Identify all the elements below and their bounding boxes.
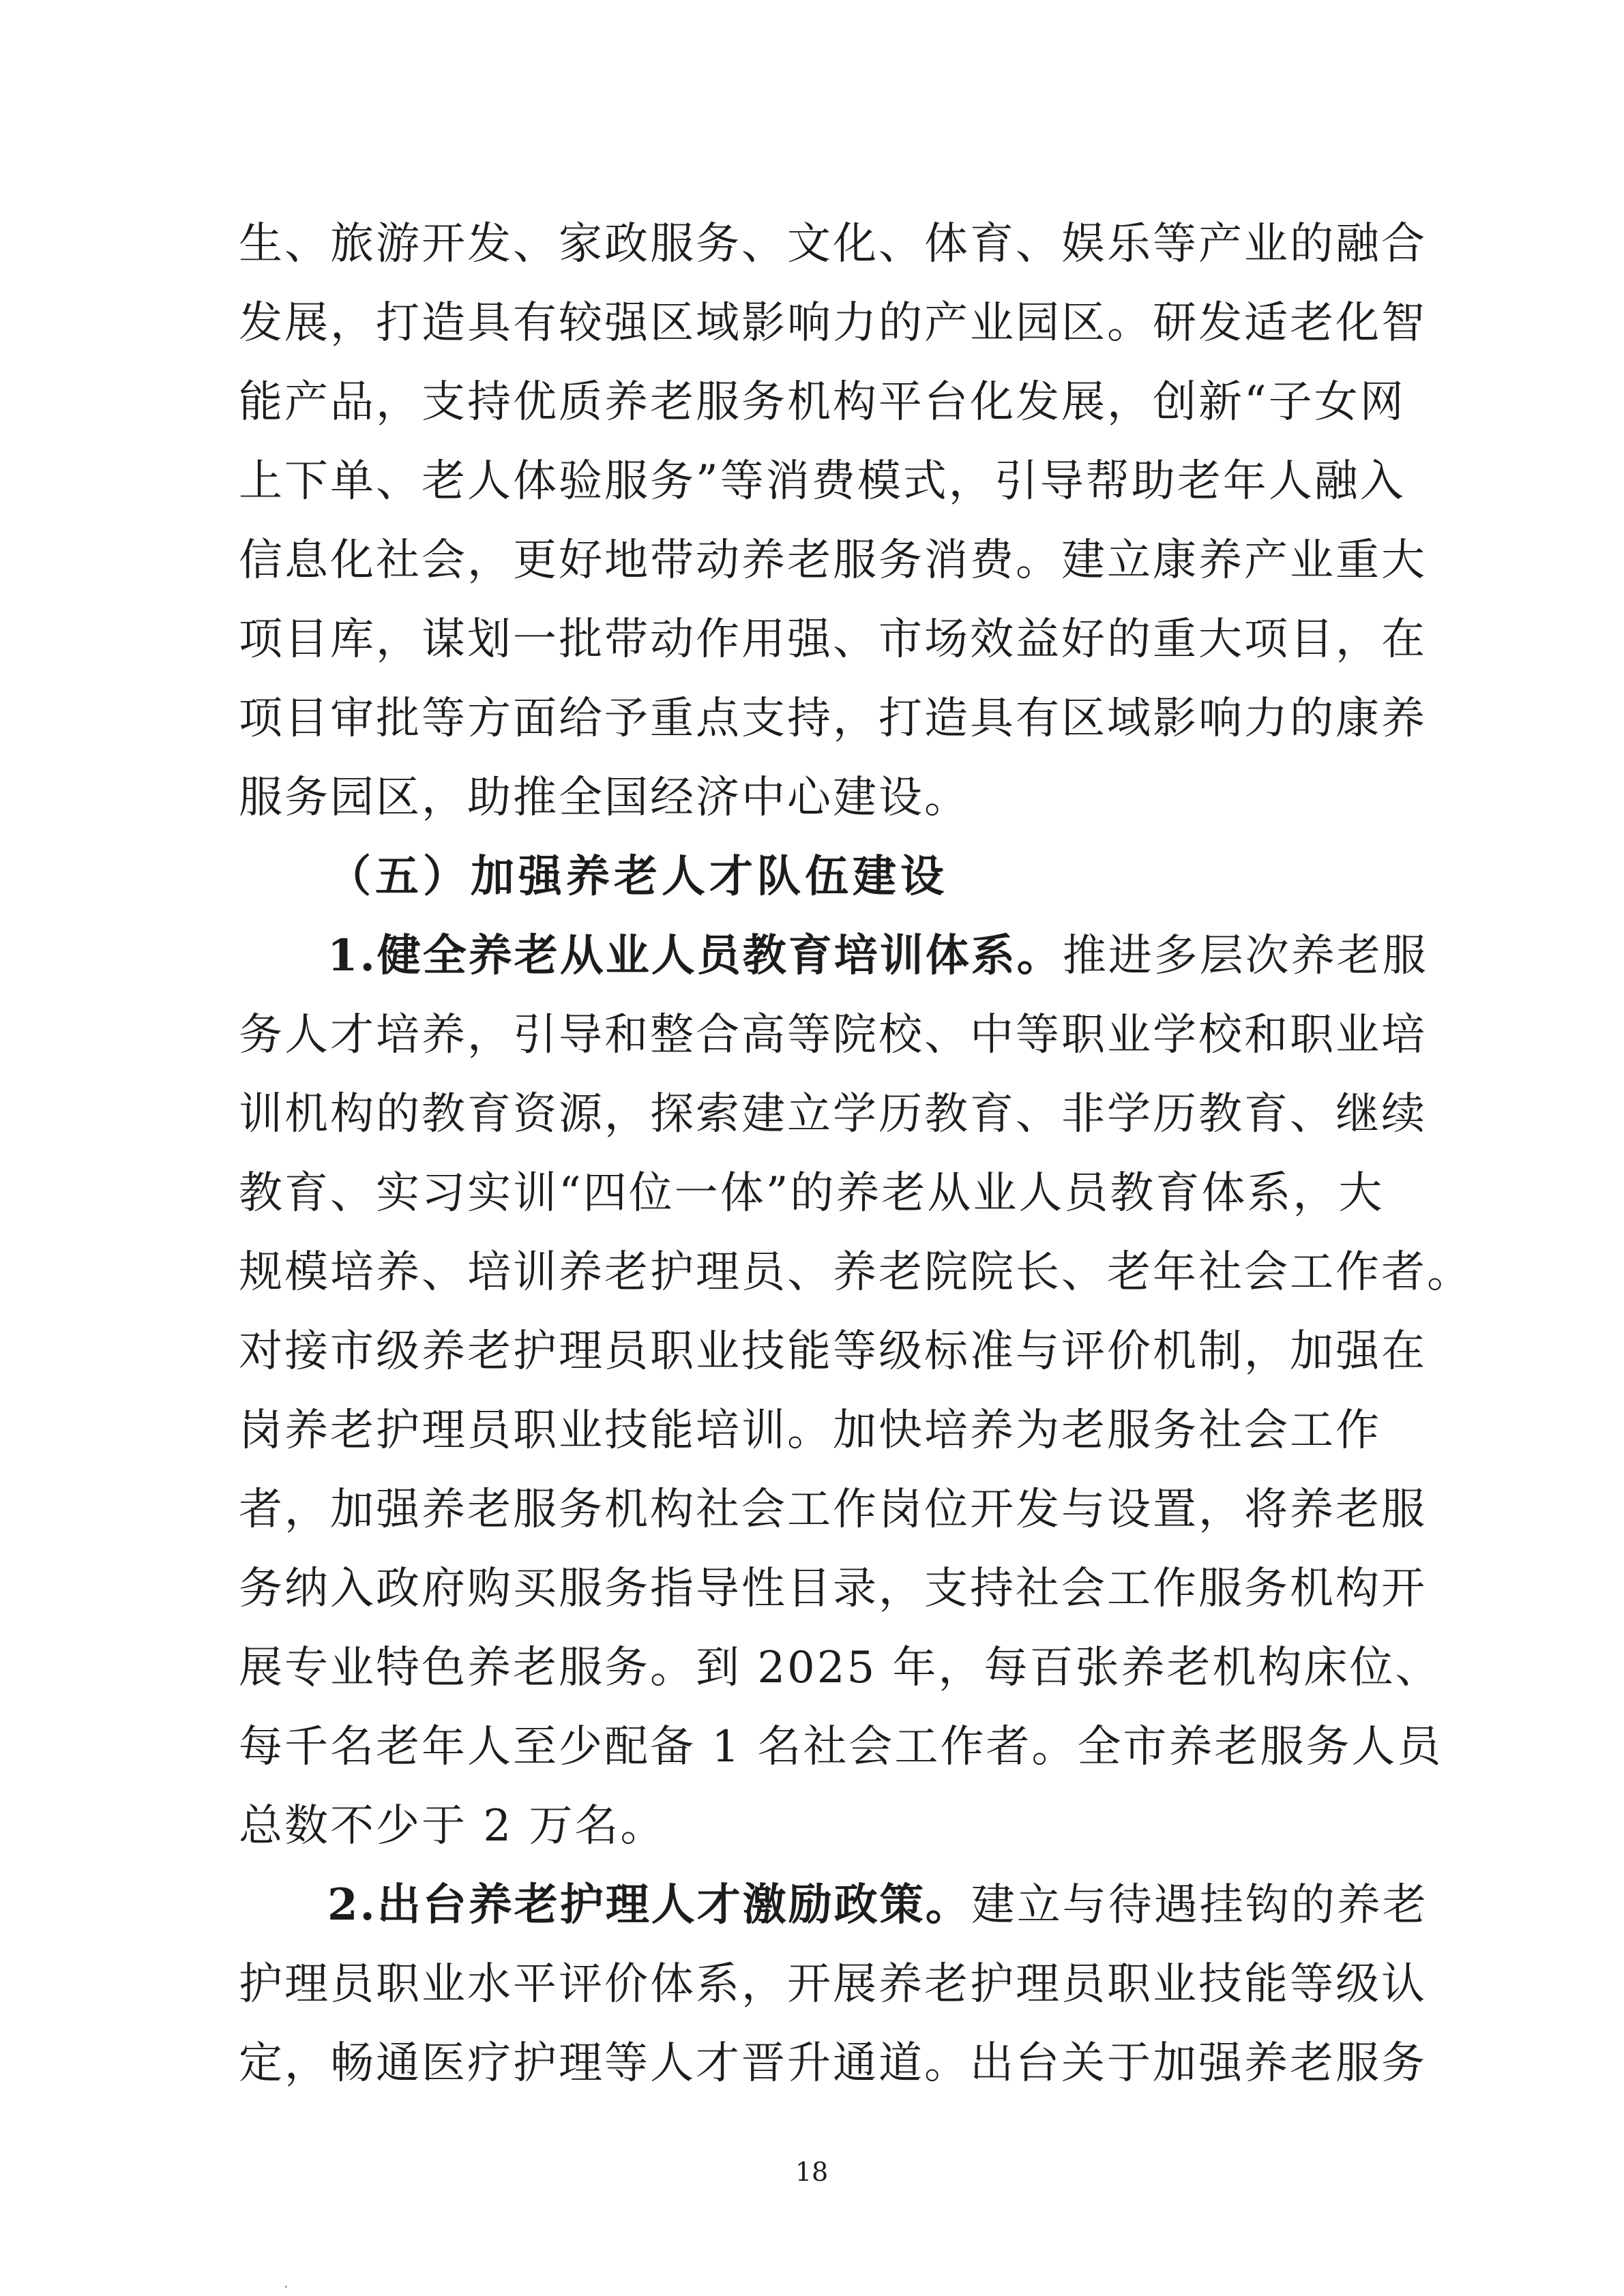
- body-text-line: 对接市级养老护理员职业技能等级标准与评价机制，加强在: [239, 1326, 1427, 1377]
- body-text-line: 项目审批等方面给予重点支持，打造具有区域影响力的康养: [239, 694, 1427, 744]
- body-text-line: 上下单、老人体验服务”等消费模式，引导帮助老年人融入: [239, 456, 1406, 507]
- body-text-line: 务人才培养，引导和整合高等院校、中等职业学校和职业培: [239, 1010, 1427, 1060]
- item-2-first-line-text: 建立与待遇挂钩的养老: [971, 1880, 1428, 1930]
- body-text-line: 规模培养、培训养老护理员、养老院院长、老年社会工作者。: [239, 1247, 1473, 1298]
- body-text-line: 定，畅通医疗护理等人才晋升通道。出台关于加强养老服务: [239, 2038, 1427, 2089]
- body-text-line: 者，加强养老服务机构社会工作岗位开发与设置，将养老服: [239, 1485, 1427, 1535]
- body-text-line: 岗养老护理员职业技能培训。加快培养为老服务社会工作: [239, 1405, 1381, 1456]
- body-text-line: 项目库，谋划一批带动作用强、市场效益好的重大项目，在: [239, 614, 1427, 665]
- body-text-line: 生、旅游开发、家政服务、文化、体育、娱乐等产业的融合: [239, 219, 1427, 269]
- body-text-line: 总数不少于 2 万名。: [239, 1801, 666, 1851]
- body-text-line: 展专业特色养老服务。到 2025 年，每百张养老机构床位、: [239, 1643, 1441, 1693]
- body-text-line: 护理员职业水平评价体系，开展养老护理员职业技能等级认: [239, 1959, 1427, 2010]
- item-1-first-line: [327, 916, 1428, 996]
- item-2-first-line: [327, 1866, 1428, 1945]
- body-text-line: 信息化社会，更好地带动养老服务消费。建立康养产业重大: [239, 535, 1427, 586]
- section-heading: （五）加强养老人才队伍建设: [327, 851, 948, 902]
- body-text-line: 务纳入政府购买服务指导性目录，支持社会工作服务机构开: [239, 1564, 1427, 1614]
- body-text-line: 服务园区，助推全国经济中心建设。: [239, 773, 970, 823]
- scan-speck: [285, 2286, 287, 2288]
- item-1-title: 1.健全养老从业人员教育培训体系。: [327, 930, 1063, 981]
- body-text-line: 训机构的教育资源，探索建立学历教育、非学历教育、继续: [239, 1089, 1427, 1139]
- page-number: 18: [795, 2157, 829, 2187]
- item-1-first-line-text: 推进多层次养老服: [1062, 931, 1428, 981]
- item-2-title: 2.出台养老护理人才激励政策。: [327, 1879, 971, 1930]
- body-text-line: 每千名老年人至少配备 1 名社会工作者。全市养老服务人员: [239, 1722, 1443, 1772]
- body-text-line: 教育、实习实训“四位一体”的养老从业人员教育体系，大: [239, 1168, 1385, 1219]
- body-text-line: 能产品，支持优质养老服务机构平台化发展，创新“子女网: [239, 377, 1406, 428]
- body-text-line: 发展，打造具有较强区域影响力的产业园区。研发适老化智: [239, 298, 1427, 348]
